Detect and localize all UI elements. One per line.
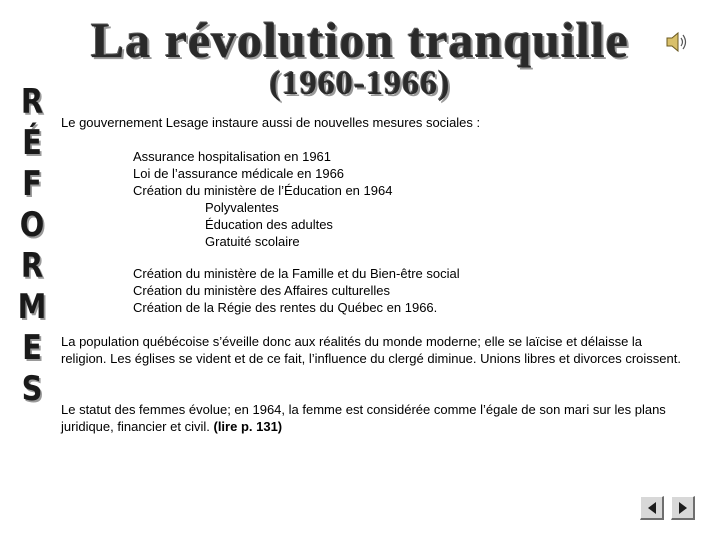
side-letter: O bbox=[19, 205, 45, 245]
back-arrow-icon bbox=[645, 501, 659, 515]
measure-item: Création du ministère des Affaires culturelles bbox=[133, 283, 390, 298]
measure-item: Création du ministère de l’Éducation en 1964 bbox=[133, 183, 393, 198]
side-letter: R bbox=[20, 82, 44, 122]
measure-item: Assurance hospitalisation en 1961 bbox=[133, 149, 332, 164]
measure-item: Création du ministère de la Famille et du Bien-être social bbox=[133, 266, 460, 281]
vertical-word-reformes bbox=[14, 82, 50, 410]
page-title: La révolution tranquille bbox=[91, 12, 629, 68]
sub-measure-item: Polyvalentes bbox=[205, 200, 279, 215]
page-reference: (lire p. 131) bbox=[213, 419, 283, 434]
side-letter: R bbox=[20, 246, 44, 286]
side-letter: M bbox=[17, 287, 47, 327]
speaker-icon[interactable] bbox=[664, 29, 690, 55]
measure-item: Création de la Régie des rentes du Québec en 1966. bbox=[133, 300, 438, 315]
paragraph-society: La population québécoise s’éveille donc aux réalités du monde moderne; elle se laïcise et délaisse la religion. Les églises se vident et de ce fait, l’influence du clergé diminue. Unions libres et divorces croissent. bbox=[61, 334, 681, 366]
intro-text: Le gouvernement Lesage instaure aussi de nouvelles mesures sociales : bbox=[61, 115, 481, 130]
paragraph-women-text: Le statut des femmes évolue; en 1964, la femme est considérée comme l’égale de son mari sur les plans juridique, financier et civil. bbox=[61, 402, 666, 434]
page-subtitle-years: (1960-1966) bbox=[269, 65, 451, 102]
forward-arrow-icon bbox=[676, 501, 690, 515]
measure-item: Loi de l’assurance médicale en 1966 bbox=[133, 166, 345, 181]
previous-slide-button[interactable] bbox=[640, 496, 664, 520]
next-slide-button[interactable] bbox=[671, 496, 695, 520]
side-letter: S bbox=[21, 369, 43, 409]
sub-measure-item: Éducation des adultes bbox=[205, 217, 333, 232]
paragraph-women bbox=[61, 401, 691, 435]
side-letter: F bbox=[22, 164, 42, 204]
sub-measure-item: Gratuité scolaire bbox=[205, 234, 300, 249]
side-letter: É bbox=[22, 123, 42, 163]
side-letter: E bbox=[22, 328, 42, 368]
